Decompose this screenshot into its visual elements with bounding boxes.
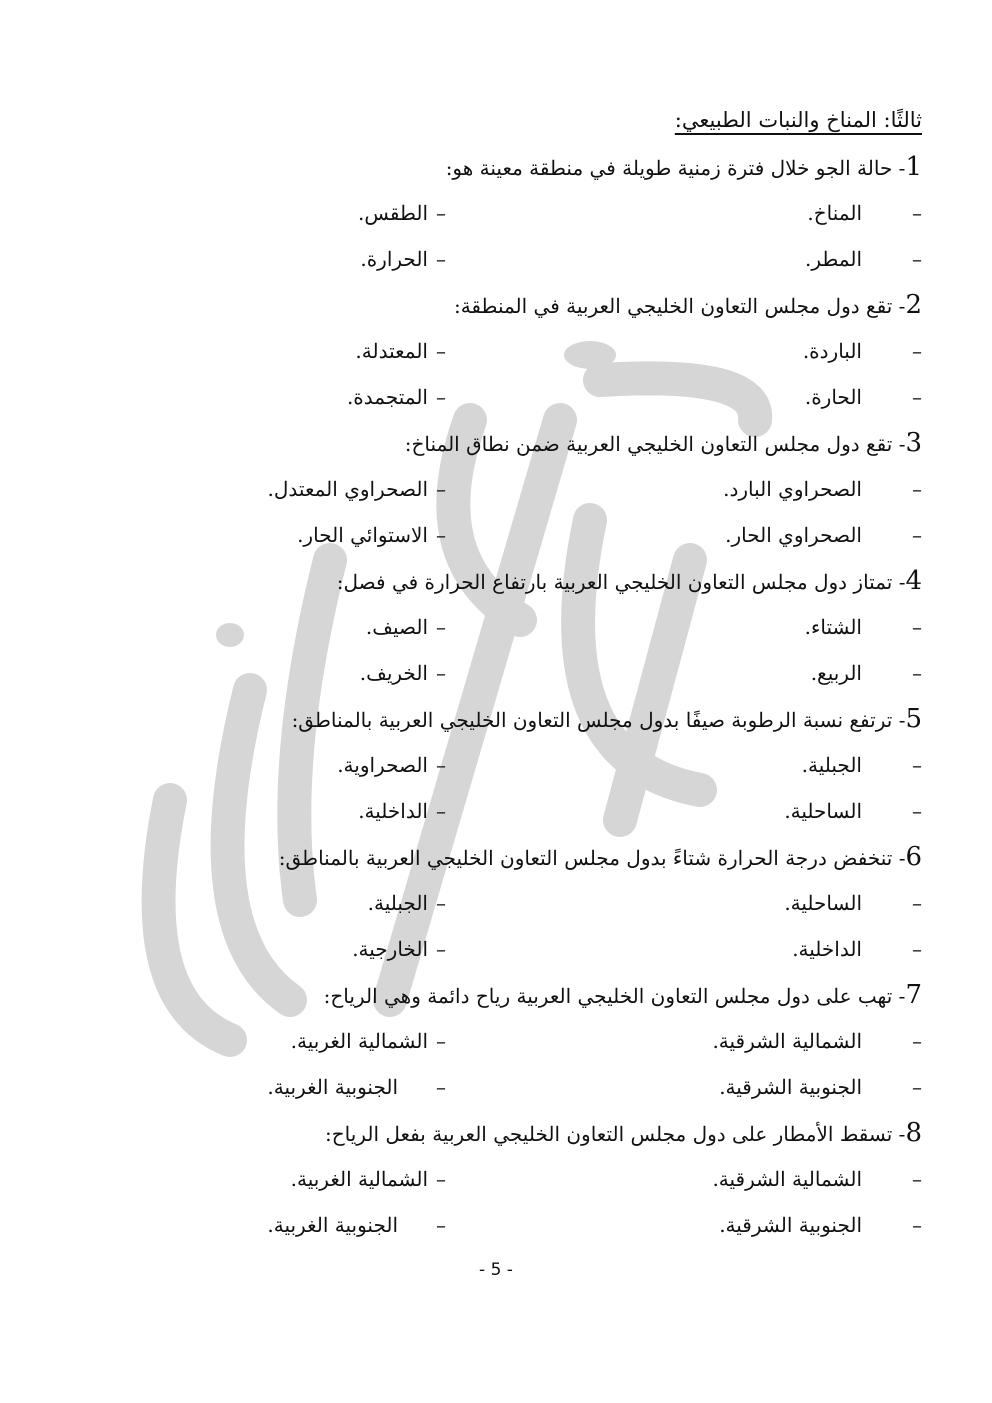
- option-text: الشمالية الغربية.: [290, 1029, 428, 1053]
- option-text: الصحراوية.: [337, 753, 428, 777]
- question-list: [70, 144, 922, 1248]
- option[interactable]: [268, 466, 446, 512]
- question-number: 1: [905, 152, 922, 182]
- option-text: المتجمدة.: [346, 385, 428, 409]
- option-text: الشمالية الشرقية.: [712, 1029, 862, 1053]
- option[interactable]: [802, 742, 922, 788]
- question: [70, 834, 922, 880]
- option[interactable]: [807, 190, 922, 236]
- option-dash: –: [436, 615, 446, 639]
- option-text: الجبلية.: [367, 891, 428, 915]
- option-text: الشتاء.: [804, 615, 862, 639]
- option-text: الشمالية الشرقية.: [712, 1167, 862, 1191]
- options-row: [70, 190, 922, 236]
- option-text: الخارجية.: [352, 937, 428, 961]
- option-dash: –: [912, 1029, 922, 1053]
- option-text: المناخ.: [807, 201, 862, 225]
- options-row: [70, 1202, 922, 1248]
- options-row: [70, 650, 922, 696]
- option-text: الشمالية الغربية.: [290, 1167, 428, 1191]
- options-row: [70, 1156, 922, 1202]
- question: [70, 144, 922, 190]
- option-text: الساحلية.: [784, 891, 862, 915]
- option[interactable]: [811, 650, 922, 696]
- option-dash: –: [436, 1213, 446, 1237]
- option-dash: –: [912, 339, 922, 363]
- option[interactable]: [725, 512, 922, 558]
- question-text: - تسقط الأمطار على دول مجلس التعاون الخليجي العربية بفعل الرياح:: [325, 1122, 906, 1146]
- option-dash: –: [436, 385, 446, 409]
- question-number: 8: [905, 1118, 922, 1148]
- option[interactable]: [366, 604, 446, 650]
- option-text: الصيف.: [365, 615, 428, 639]
- option-text: الصحراوي البارد.: [723, 477, 862, 501]
- question-number: 7: [905, 980, 922, 1010]
- option-text: الخريف.: [359, 661, 428, 685]
- option-text: الباردة.: [802, 339, 862, 363]
- option[interactable]: [358, 190, 446, 236]
- question: [70, 696, 922, 742]
- option-text: الاستوائي الحار.: [297, 523, 428, 547]
- option-text: الجنوبية الغربية.: [267, 1075, 398, 1099]
- option-text: الصحراوي المعتدل.: [267, 477, 428, 501]
- option[interactable]: [347, 374, 446, 420]
- options-row: [70, 788, 922, 834]
- question-number: 6: [905, 842, 922, 872]
- option[interactable]: [267, 1064, 446, 1110]
- option[interactable]: [712, 1018, 922, 1064]
- option-text: الداخلية.: [358, 799, 428, 823]
- options-row: [70, 1064, 922, 1110]
- worksheet: [70, 96, 922, 1248]
- option-text: المطر.: [804, 247, 862, 271]
- question-number: 2: [905, 290, 922, 320]
- question-number: 4: [905, 566, 922, 596]
- question: [70, 558, 922, 604]
- option-dash: –: [912, 385, 922, 409]
- option-dash: –: [912, 753, 922, 777]
- option[interactable]: [291, 1018, 446, 1064]
- question-text: - تقع دول مجلس التعاون الخليجي العربية ضمن نطاق المناخ:: [404, 432, 906, 456]
- option[interactable]: [267, 1202, 446, 1248]
- option[interactable]: [368, 880, 446, 926]
- options-row: [70, 604, 922, 650]
- question-text: - تقع دول مجلس التعاون الخليجي العربية في المنطقة:: [453, 294, 906, 318]
- option-dash: –: [912, 201, 922, 225]
- option[interactable]: [360, 236, 446, 282]
- option-text: الجنوبية الغربية.: [267, 1213, 398, 1237]
- option[interactable]: [355, 328, 446, 374]
- option[interactable]: [803, 328, 922, 374]
- option-dash: –: [912, 661, 922, 685]
- option-dash: –: [912, 1167, 922, 1191]
- option-text: الساحلية.: [784, 799, 862, 823]
- option-dash: –: [436, 247, 446, 271]
- option[interactable]: [792, 926, 922, 972]
- question-number: 3: [905, 428, 922, 458]
- option[interactable]: [352, 926, 446, 972]
- option-dash: –: [912, 1213, 922, 1237]
- option[interactable]: [291, 1156, 446, 1202]
- section-heading: ثالثًا: المناخ والنبات الطبيعي:: [674, 108, 922, 132]
- option-dash: –: [912, 523, 922, 547]
- option-text: الطقس.: [357, 201, 428, 225]
- option[interactable]: [805, 374, 922, 420]
- option[interactable]: [297, 512, 446, 558]
- option[interactable]: [784, 788, 922, 834]
- option-dash: –: [436, 891, 446, 915]
- question: [70, 420, 922, 466]
- options-row: [70, 466, 922, 512]
- option-text: المعتدلة.: [355, 339, 428, 363]
- option-dash: –: [436, 1029, 446, 1053]
- options-row: [70, 742, 922, 788]
- option-dash: –: [912, 477, 922, 501]
- option[interactable]: [784, 880, 922, 926]
- option-dash: –: [436, 1075, 446, 1099]
- option[interactable]: [358, 788, 446, 834]
- options-row: [70, 880, 922, 926]
- options-row: [70, 374, 922, 420]
- page-number: - 5 -: [479, 1260, 513, 1280]
- option-dash: –: [436, 799, 446, 823]
- option-dash: –: [436, 201, 446, 225]
- option[interactable]: [337, 742, 446, 788]
- option[interactable]: [712, 1156, 922, 1202]
- option-text: الجنوبية الشرقية.: [719, 1075, 862, 1099]
- question: [70, 972, 922, 1018]
- question-text: - تمتاز دول مجلس التعاون الخليجي العربية بارتفاع الحرارة في فصل:: [336, 570, 906, 594]
- option-text: الربيع.: [810, 661, 862, 685]
- option-text: الداخلية.: [792, 937, 862, 961]
- options-row: [70, 1018, 922, 1064]
- option[interactable]: [360, 650, 446, 696]
- question-text: - تهب على دول مجلس التعاون الخليجي العربية رياح دائمة وهي الرياح:: [323, 984, 906, 1008]
- option-dash: –: [436, 523, 446, 547]
- option-text: الجنوبية الشرقية.: [719, 1213, 862, 1237]
- option[interactable]: [719, 1064, 922, 1110]
- option[interactable]: [805, 604, 922, 650]
- option-dash: –: [912, 615, 922, 639]
- question: [70, 1110, 922, 1156]
- option-text: الجبلية.: [801, 753, 862, 777]
- option-text: الحارة.: [804, 385, 862, 409]
- option[interactable]: [805, 236, 922, 282]
- options-row: [70, 926, 922, 972]
- option-dash: –: [436, 661, 446, 685]
- option-dash: –: [912, 799, 922, 823]
- option-dash: –: [436, 339, 446, 363]
- question-text: - تنخفض درجة الحرارة شتاءً بدول مجلس التعاون الخليجي العربية بالمناطق:: [278, 846, 906, 870]
- option-dash: –: [912, 937, 922, 961]
- options-row: [70, 236, 922, 282]
- option[interactable]: [719, 1202, 922, 1248]
- question-text: - ترتفع نسبة الرطوبة صيفًا بدول مجلس التعاون الخليجي العربية بالمناطق:: [291, 708, 906, 732]
- option-dash: –: [912, 1075, 922, 1099]
- option-dash: –: [912, 247, 922, 271]
- options-row: [70, 328, 922, 374]
- option-dash: –: [912, 891, 922, 915]
- option-text: الصحراوي الحار.: [725, 523, 862, 547]
- option-dash: –: [436, 937, 446, 961]
- options-row: [70, 512, 922, 558]
- question: [70, 282, 922, 328]
- option-dash: –: [436, 753, 446, 777]
- option-dash: –: [436, 477, 446, 501]
- question-number: 5: [905, 704, 922, 734]
- option-text: الحرارة.: [360, 247, 428, 271]
- question-text: - حالة الجو خلال فترة زمنية طويلة في منطقة معينة هو:: [445, 156, 906, 180]
- option-dash: –: [436, 1167, 446, 1191]
- option[interactable]: [723, 466, 922, 512]
